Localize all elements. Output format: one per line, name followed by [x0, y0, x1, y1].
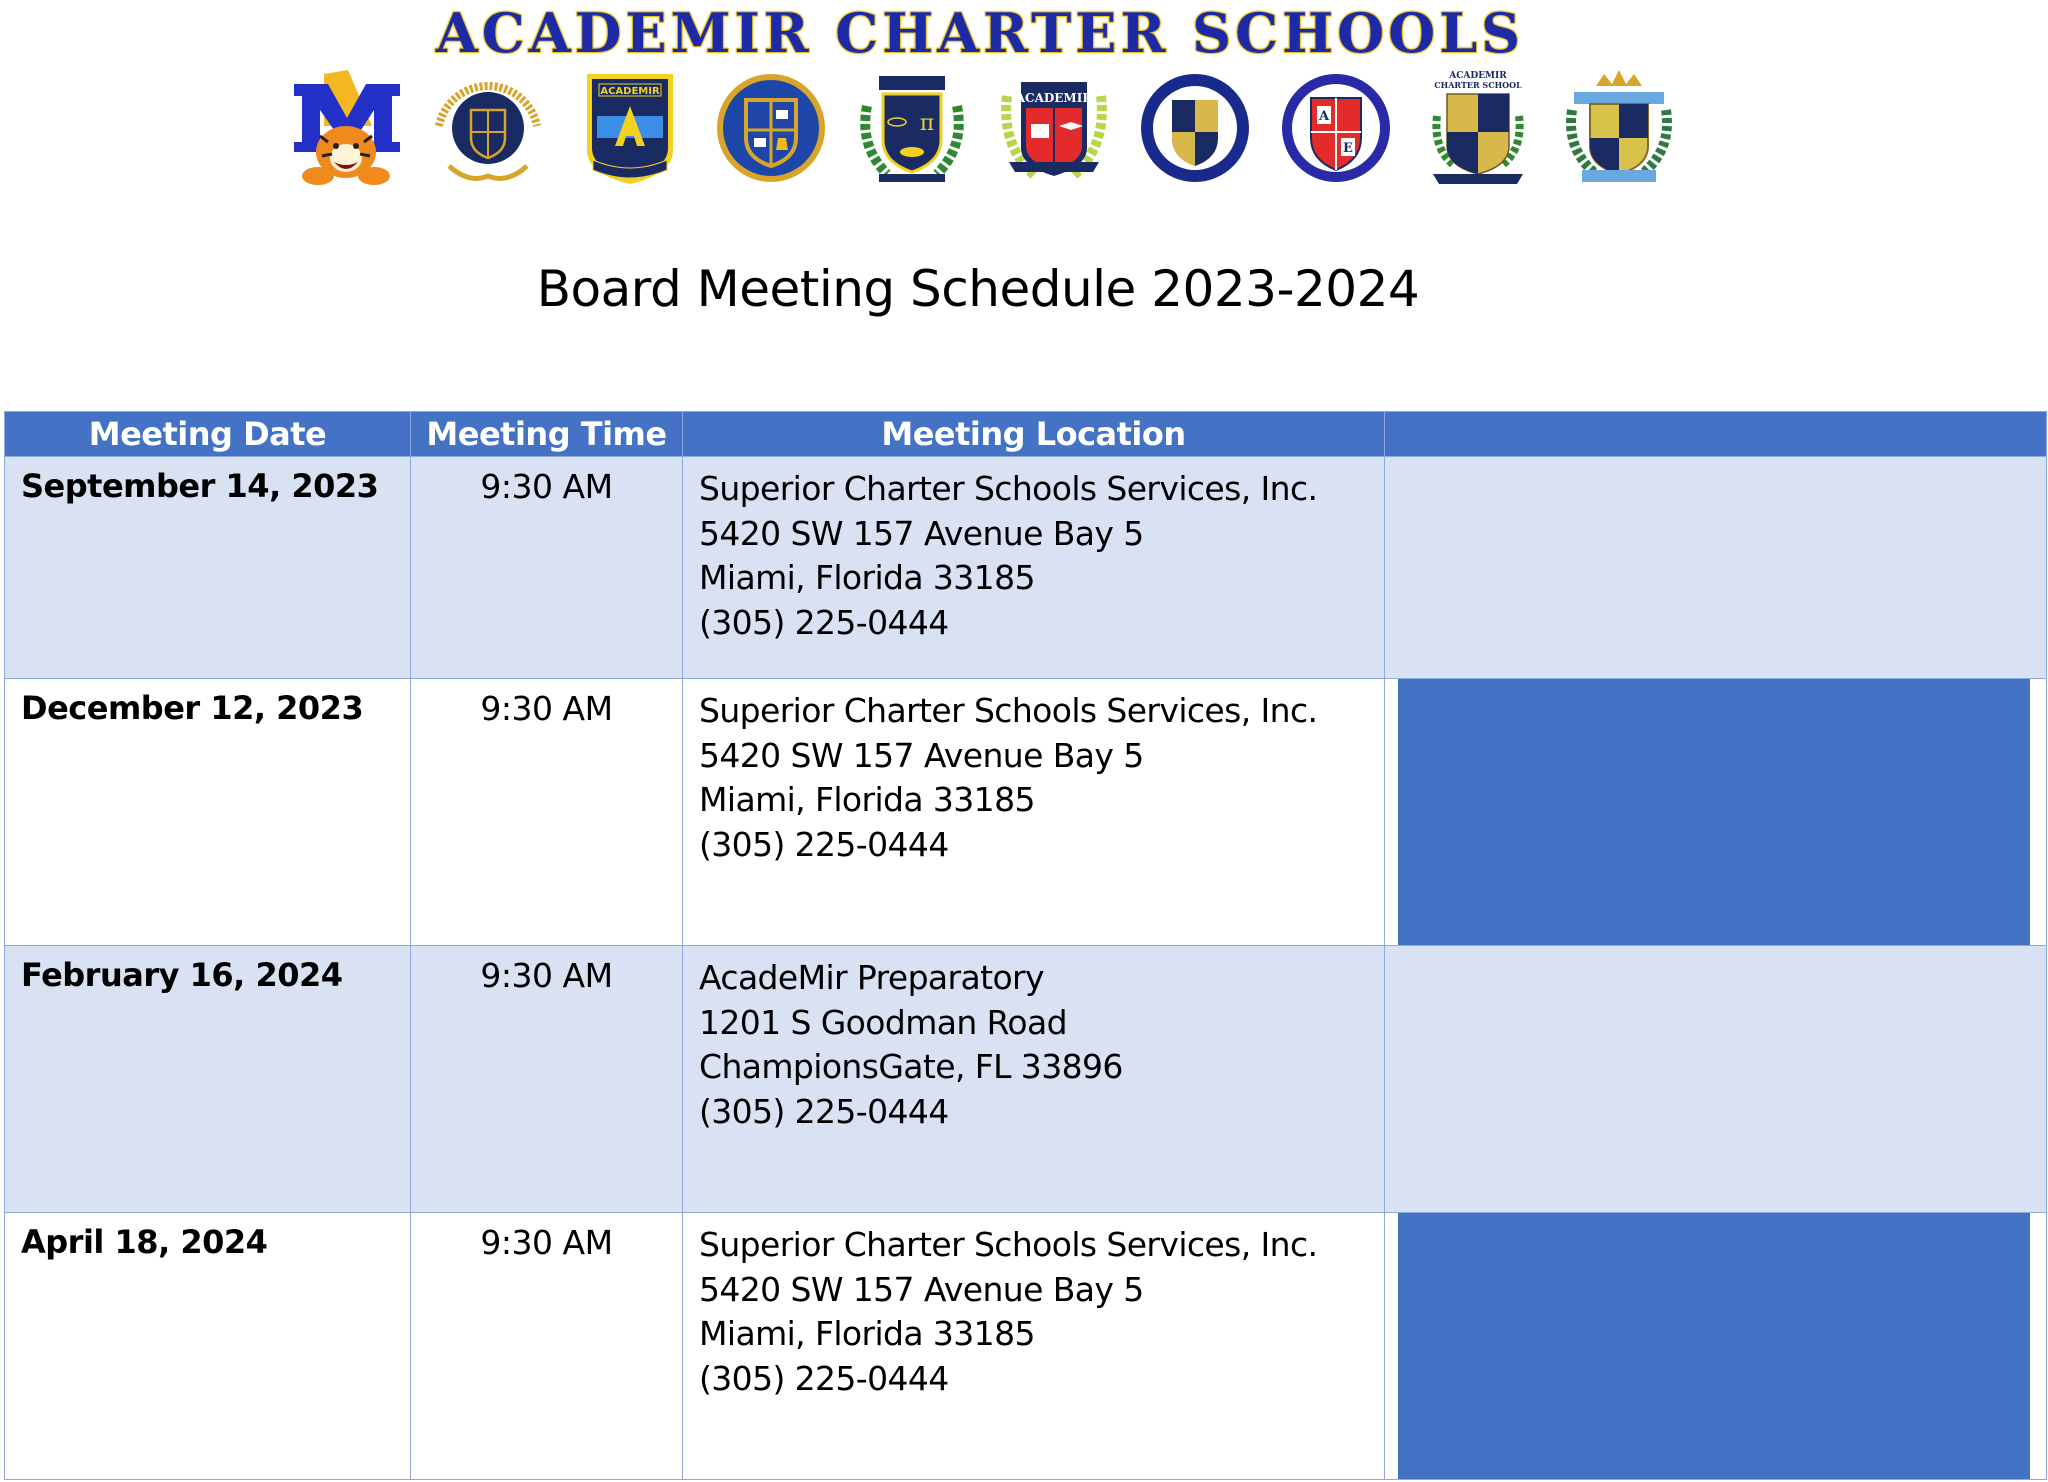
meeting-time: 9:30 AM: [411, 457, 683, 679]
column-header-time: Meeting Time: [411, 412, 683, 457]
meeting-date: September 14, 2023: [5, 457, 411, 679]
column-header-location: Meeting Location: [683, 412, 1385, 457]
location-line: Miami, Florida 33185: [699, 558, 1035, 597]
column-header-empty: [1385, 412, 2047, 457]
table-header-row: [5, 412, 2047, 457]
academir-charter-school-east-logo-icon: [995, 66, 1113, 190]
meeting-location: [683, 1213, 1385, 1480]
location-line: 5420 SW 157 Avenue Bay 5: [699, 513, 1144, 553]
blue-filled-block: [1398, 679, 2030, 945]
location-line: 5420 SW 157 Avenue Bay 5: [699, 735, 1144, 775]
meeting-location: [683, 946, 1385, 1213]
extra-cell: [1385, 946, 2047, 1213]
academir-preparatory-championsgate-logo-icon: [1560, 66, 1678, 190]
column-header-date: Meeting Date: [5, 412, 411, 457]
meeting-time: 9:30 AM: [411, 946, 683, 1213]
extra-cell: [1385, 1213, 2047, 1480]
academir-charter-school-south-logo-icon: [1419, 66, 1537, 190]
school-logos-row: [288, 62, 1678, 194]
svg-text:ACADEMIR: ACADEMIR: [1448, 71, 1507, 81]
location-line: Miami, Florida 33185: [699, 780, 1035, 819]
svg-text:ACADEMIR: ACADEMIR: [599, 86, 660, 97]
location-line: Miami, Florida 33185: [699, 1314, 1035, 1353]
academir-tiger-m-logo-icon: [288, 66, 406, 190]
blue-filled-block: [1398, 1213, 2030, 1479]
location-line: (305) 225-0444: [699, 1358, 949, 1398]
table-row: [5, 946, 2047, 1213]
svg-text:E: E: [1343, 141, 1354, 156]
meeting-location: [683, 679, 1385, 946]
academir-charter-school-preparatory-logo-icon: [712, 66, 830, 190]
svg-text:π: π: [920, 111, 935, 136]
svg-text:A: A: [1319, 109, 1330, 124]
meeting-date: February 16, 2024: [5, 946, 411, 1213]
meeting-date: April 18, 2024: [5, 1213, 411, 1480]
academir-charter-school-middle-logo-icon: [429, 66, 547, 190]
academir-charter-math-science-logo-icon: [853, 66, 971, 190]
location-line: ChampionsGate, FL 33896: [699, 1047, 1123, 1086]
meeting-schedule-table: [4, 411, 2047, 1480]
banner-title: ACADEMIR CHARTER SCHOOLS: [435, 1, 1525, 65]
location-line: Superior Charter Schools Services, Inc.: [699, 691, 1318, 730]
location-line: (305) 225-0444: [699, 1091, 949, 1131]
meeting-date: December 12, 2023: [5, 679, 411, 946]
academir-preparatory-academy-logo-icon: [571, 66, 689, 190]
table-row: [5, 457, 2047, 679]
location-line: Superior Charter Schools Services, Inc.: [699, 1225, 1318, 1264]
page-title: Board Meeting Schedule 2023-2024: [536, 260, 1420, 318]
svg-text:π: π: [1177, 141, 1189, 160]
academir-middle-math-science-logo-icon: [1136, 66, 1254, 190]
table-row: [5, 1213, 2047, 1480]
academir-charter-school-east-middle-logo-icon: [1277, 66, 1395, 190]
location-line: Superior Charter Schools Services, Inc.: [699, 469, 1318, 508]
svg-text:CHARTER SCHOOL: CHARTER SCHOOL: [1433, 80, 1522, 90]
extra-cell: [1385, 679, 2047, 946]
location-line: 1201 S Goodman Road: [699, 1002, 1067, 1042]
location-line: 5420 SW 157 Avenue Bay 5: [699, 1269, 1144, 1309]
location-line: (305) 225-0444: [699, 602, 949, 642]
location-line: (305) 225-0444: [699, 824, 949, 864]
meeting-location: [683, 457, 1385, 679]
svg-text:ACADEMIR: ACADEMIR: [1015, 91, 1092, 105]
extra-cell: [1385, 457, 2047, 679]
meeting-time: 9:30 AM: [411, 679, 683, 946]
table-row: [5, 679, 2047, 946]
meeting-time: 9:30 AM: [411, 1213, 683, 1480]
location-line: AcadeMir Preparatory: [699, 958, 1044, 997]
